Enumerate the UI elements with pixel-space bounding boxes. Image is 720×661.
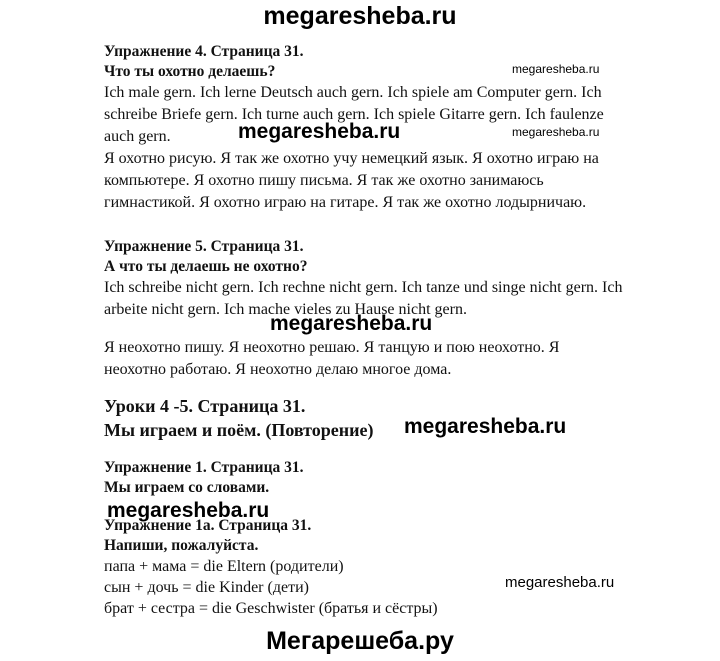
- russian-text: Я охотно рисую. Я так же охотно учу немецкий язык. Я охотно играю на компьютере. Я охотно пишу письма. Я так же охотно занимаюсь гимнастикой. Я охотно играю на гитаре. Я так же охотно лодырничаю.: [104, 150, 599, 211]
- watermark-small: megaresheba.ru: [505, 574, 615, 591]
- word-line: папа + мама = die Eltern (родители): [104, 558, 344, 575]
- watermark-small: megaresheba.ru: [512, 62, 600, 76]
- watermark-footer: Мегарешеба.ру: [266, 627, 454, 655]
- watermark-inline: megaresheba.ru: [238, 120, 401, 143]
- lesson-subtitle: Мы играем и поём. (Повторение): [104, 420, 374, 440]
- exercise-title: Упражнение 4. Страница 31.: [104, 43, 304, 60]
- exercise-title: Упражнение 1. Страница 31.: [104, 459, 304, 476]
- watermark-header: megaresheba.ru: [263, 2, 457, 30]
- word-line: сын + дочь = die Kinder (дети): [104, 579, 309, 596]
- lesson-header: [104, 394, 624, 442]
- russian-text: Я неохотно пишу. Я неохотно решаю. Я танцую и пою неохотно. Я неохотно работаю. Я неохотно делаю многое дома.: [104, 339, 560, 378]
- word-line: брат + сестра = die Geschwister (братья и сёстры): [104, 600, 438, 617]
- exercise-subtitle: Мы играем со словами.: [104, 479, 270, 496]
- exercise-4: [104, 42, 624, 214]
- exercise-title: Упражнение 1а. Страница 31.: [104, 517, 312, 534]
- lesson-title: Уроки 4 -5. Страница 31.: [104, 396, 306, 416]
- german-text: Ich schreibe nicht gern. Ich rechne nicht gern. Ich tanze und singe nicht gern. Ich arbeite nicht gern. Ich mache vieles zu Hause nicht gern.: [104, 279, 623, 318]
- exercise-1a: [104, 516, 624, 619]
- exercise-1: [104, 458, 624, 498]
- exercise-title: Упражнение 5. Страница 31.: [104, 238, 304, 255]
- watermark-inline: megaresheba.ru: [270, 312, 433, 335]
- watermark-inline: megaresheba.ru: [107, 499, 270, 522]
- watermark-inline: megaresheba.ru: [404, 415, 567, 438]
- exercise-5: [104, 237, 624, 381]
- exercise-subtitle: Напиши, пожалуйста.: [104, 537, 259, 554]
- german-text: Ich male gern. Ich lerne Deutsch auch gern. Ich spiele am Computer gern. Ich schreibe Briefe gern. Ich turne auch gern. Ich spiele Gitarre gern. Ich faulenze auch gern.: [104, 84, 604, 145]
- watermark-small: megaresheba.ru: [512, 125, 600, 139]
- exercise-question: Что ты охотно делаешь?: [104, 63, 276, 80]
- exercise-question: А что ты делаешь не охотно?: [104, 258, 308, 275]
